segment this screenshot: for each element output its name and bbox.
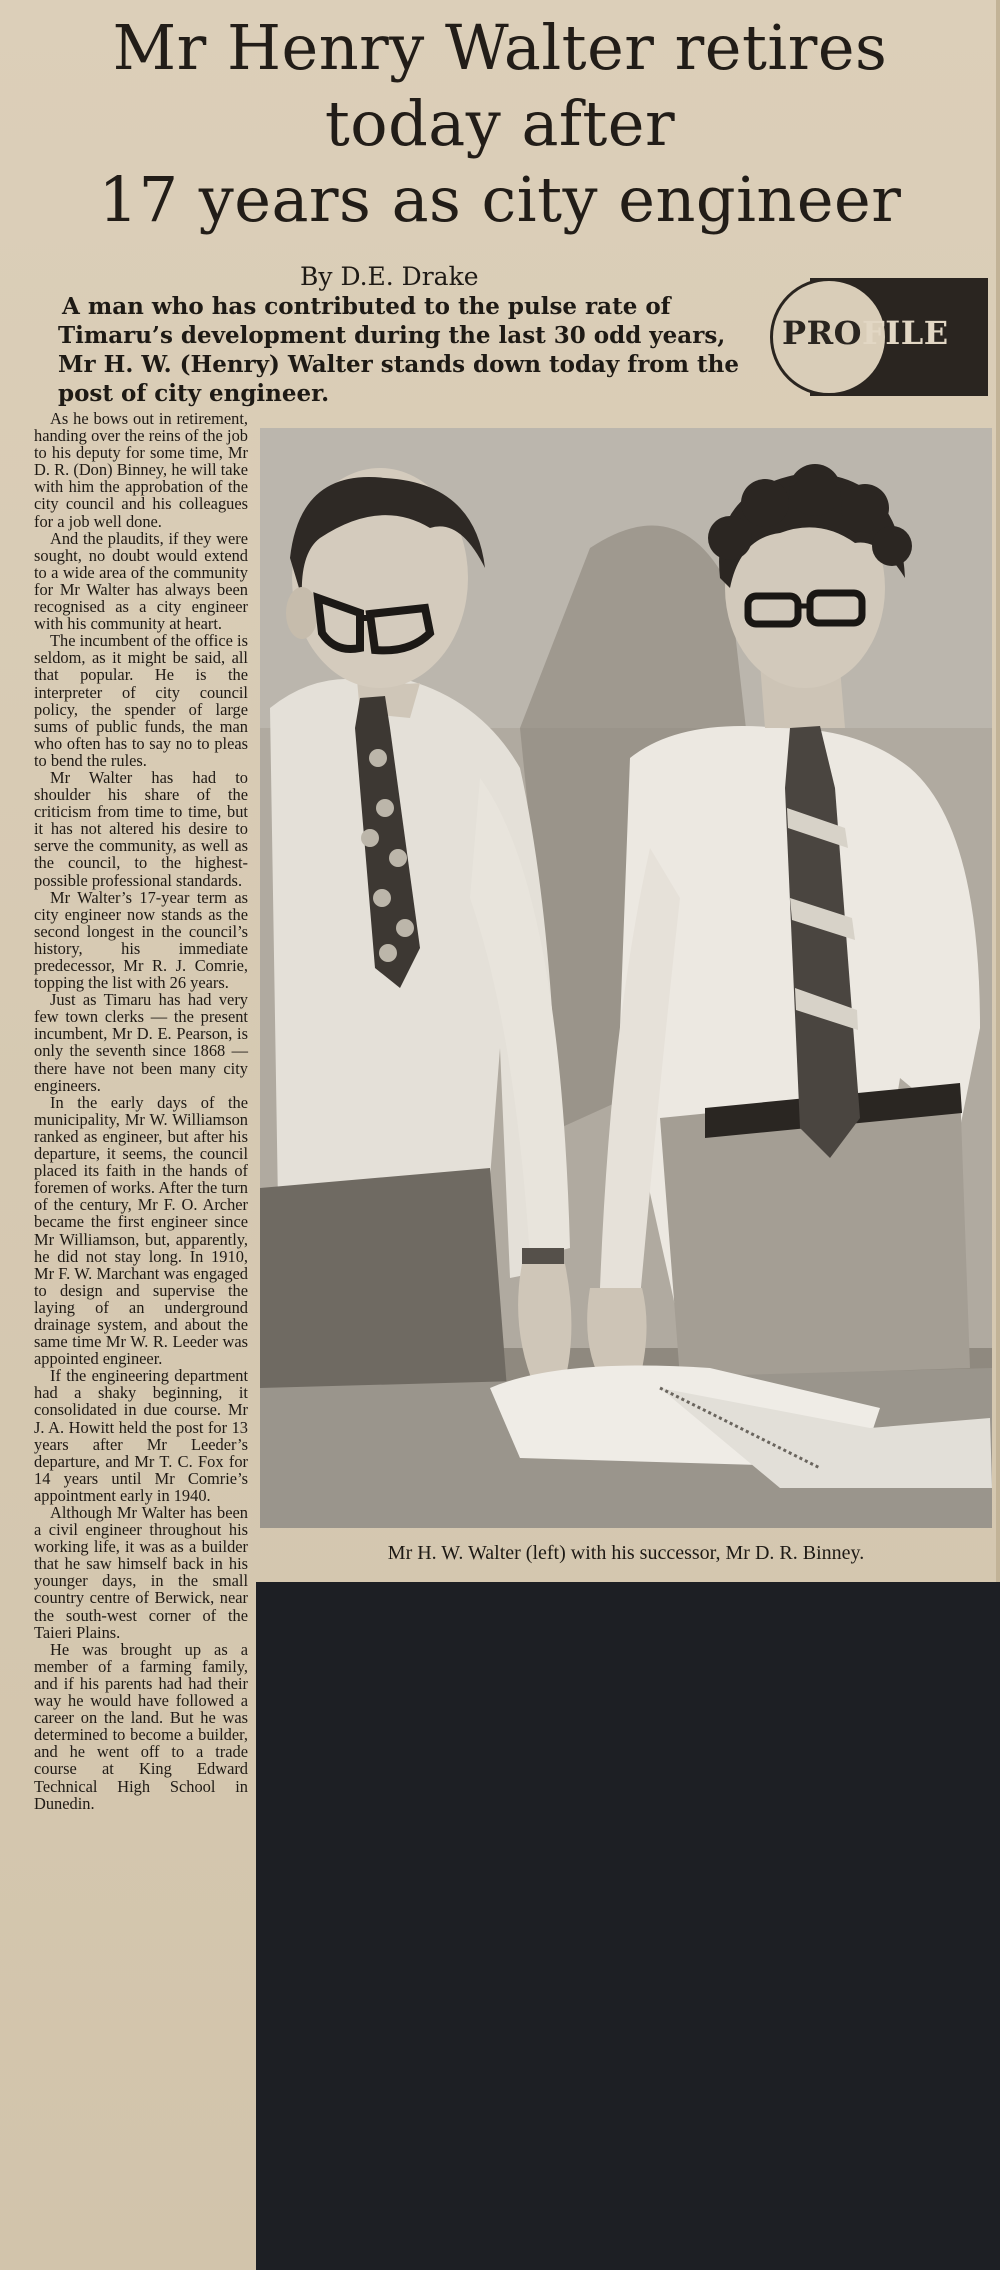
photograph-two-men [260, 428, 992, 1528]
body-paragraph: He was brought up as a member of a farming family, and if his parents had had their way he would have followed a career on the land. But he was determined to become a builder, and he went off to a trade course at King Edward Technical High School in Dunedin. [34, 1639, 248, 1813]
body-paragraph: In the early days of the municipality, Mr W. Williamson ranked as engineer, but after his departure, it seems, the council placed its faith in the hands of foremen of works. After the turn of the century, Mr F. O. Archer became the first engineer since Mr Williamson, but, apparently, he did not stay long. In 1910, Mr F. W. Marchant was engaged to design and supervise the laying of an underground drainage system, and about the same time Mr W. R. Leeder was appointed engineer. [34, 1092, 248, 1369]
byline: By D.E. Drake [300, 262, 479, 291]
headline [20, 10, 980, 238]
profile-badge-text-file: FILE [862, 314, 949, 352]
body-paragraph: Mr Walter has had to shoulder his share of the criticism from time to time, but it has not altered his desire to serve the community, as well as the council, to the highest-possible professional standards. [34, 767, 248, 890]
headline-line-3: 17 years as city engineer [98, 163, 902, 236]
body-paragraph: If the engineering department had a shaky beginning, it consolidated in due course. Mr J. A. Howitt held the post for 13 years after Mr Leeder’s departure, and Mr T. C. Fox for 14 years until Mr Comrie’s appointment early in 1940. [34, 1366, 248, 1505]
profile-badge [770, 278, 988, 396]
dark-background-area [256, 1582, 1000, 2270]
body-paragraph: The incumbent of the office is seldom, as it might be said, all that popular. He is the interpreter of city council policy, the spender of large sums of public funds, the man who often has to say no to pleas to bend the rules. [34, 631, 248, 770]
photo-caption: Mr H. W. Walter (left) with his successor, Mr D. R. Binney. [387, 1542, 865, 1564]
headline-line-1: Mr Henry Walter retires [112, 11, 888, 84]
headline-line-2: today after [324, 87, 676, 160]
body-paragraph: As he bows out in retirement, handing over the reins of the job to his deputy for some time, Mr D. R. (Don) Binney, he will take with him the approbation of the city council and his colleagues for a job well done. [34, 409, 248, 531]
profile-badge-text-pro: PRO [782, 314, 863, 352]
body-paragraph: And the plaudits, if they were sought, no doubt would extend to a wide area of the community for Mr Walter has always been recognised as a city engineer with his community at heart. [34, 528, 248, 634]
body-paragraph: Mr Walter’s 17-year term as city engineer now stands as the second longest in the council’s history, his immediate predecessor, Mr R. J. Comrie, topping the list with 26 years. [34, 887, 248, 993]
profile-badge-text [782, 314, 988, 352]
intro-paragraph: A man who has contributed to the pulse rate of Timaru’s development during the last 30 odd years, Mr H. W. (Henry) Walter stands down today from the post of city engineer. [58, 293, 739, 407]
body-paragraph: Although Mr Walter has been a civil engineer throughout his working life, it was as a builder that he saw himself back in his younger days, in the small country centre of Berwick, near the south-west corner of the Taieri Plains. [34, 1503, 248, 1642]
article-body-column [34, 410, 248, 1812]
photograph-illustration [260, 428, 992, 1528]
body-paragraph: Just as Timaru has had very few town clerks — the present incumbent, Mr D. E. Pearson, is only the seventh since 1868 — there have not been many city engineers. [34, 990, 248, 1095]
